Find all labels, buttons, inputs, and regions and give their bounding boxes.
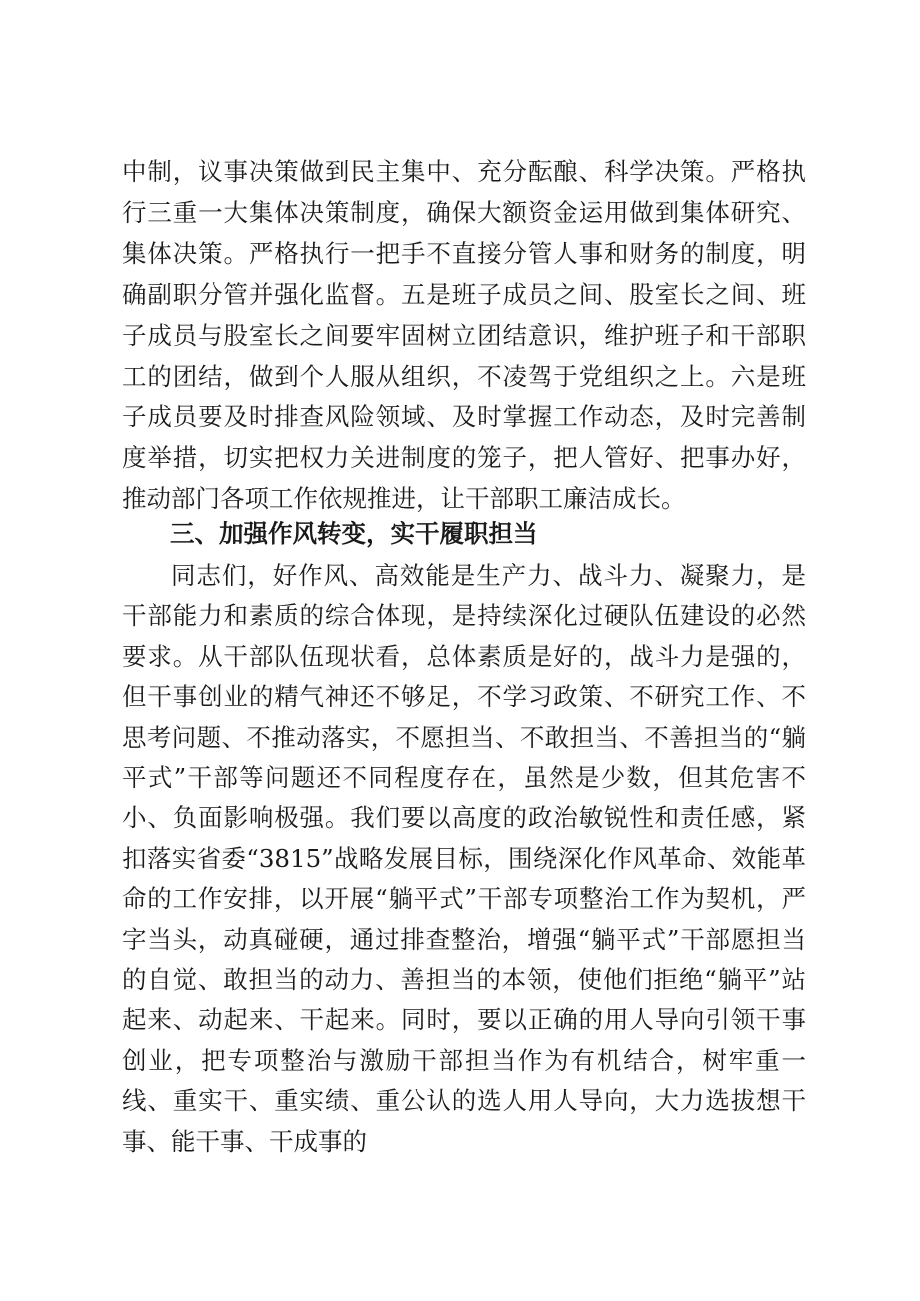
body-paragraph-section-three: 同志们，好作风、高效能是生产力、战斗力、凝聚力，是干部能力和素质的综合体现，是持续深化过硬队伍建设的必然要求。从干部队伍现状看，总体素质是好的，战斗力是强的，但干事创业的精气神还不够足，不学习政策、不研究工作、不思考问题、不推动落实，不愿担当、不敢担当、不善担当的“躺平式”干部等问题还不同程度存在，虽然是少数，但其危害不小、负面影响极强。我们要以高度的政治敏锐性和责任感，紧扣落实省委“3815”战略发展目标，围绕深化作风革命、效能革命的工作安排，以开展“躺平式”干部专项整治工作为契机，严字当头，动真碰硬，通过排查整治，增强“躺平式”干部愿担当的自觉、敢担当的动力、善担当的本领，使他们拒绝“躺平”站起来、动起来、干起来。同时，要以正确的用人导向引领干事创业，把专项整治与激励干部担当作为有机结合，树牢重一线、重实干、重实绩、重公认的选人用人导向，大力选拔想干事、能干事、干成事的 [122,561,806,1156]
section-heading-three: 三、加强作风转变，实干履职担当 [170,519,538,548]
body-paragraph-continued: 中制，议事决策做到民主集中、充分酝酿、科学决策。严格执行三重一大集体决策制度，确保大额资金运用做到集体研究、集体决策。严格执行一把手不直接分管人事和财务的制度，明确副职分管并强化监督。五是班子成员之间、股室长之间、班子成员与股室长之间要牢固树立团结意识，维护班子和干部职工的团结，做到个人服从组织，不凌驾于党组织之上。六是班子成员要及时排查风险领域、及时掌握工作动态，及时完善制度举措，切实把权力关进制度的笼子，把人管好、把事办好，推动部门各项工作依规推进，让干部职工廉洁成长。 [122,157,806,514]
